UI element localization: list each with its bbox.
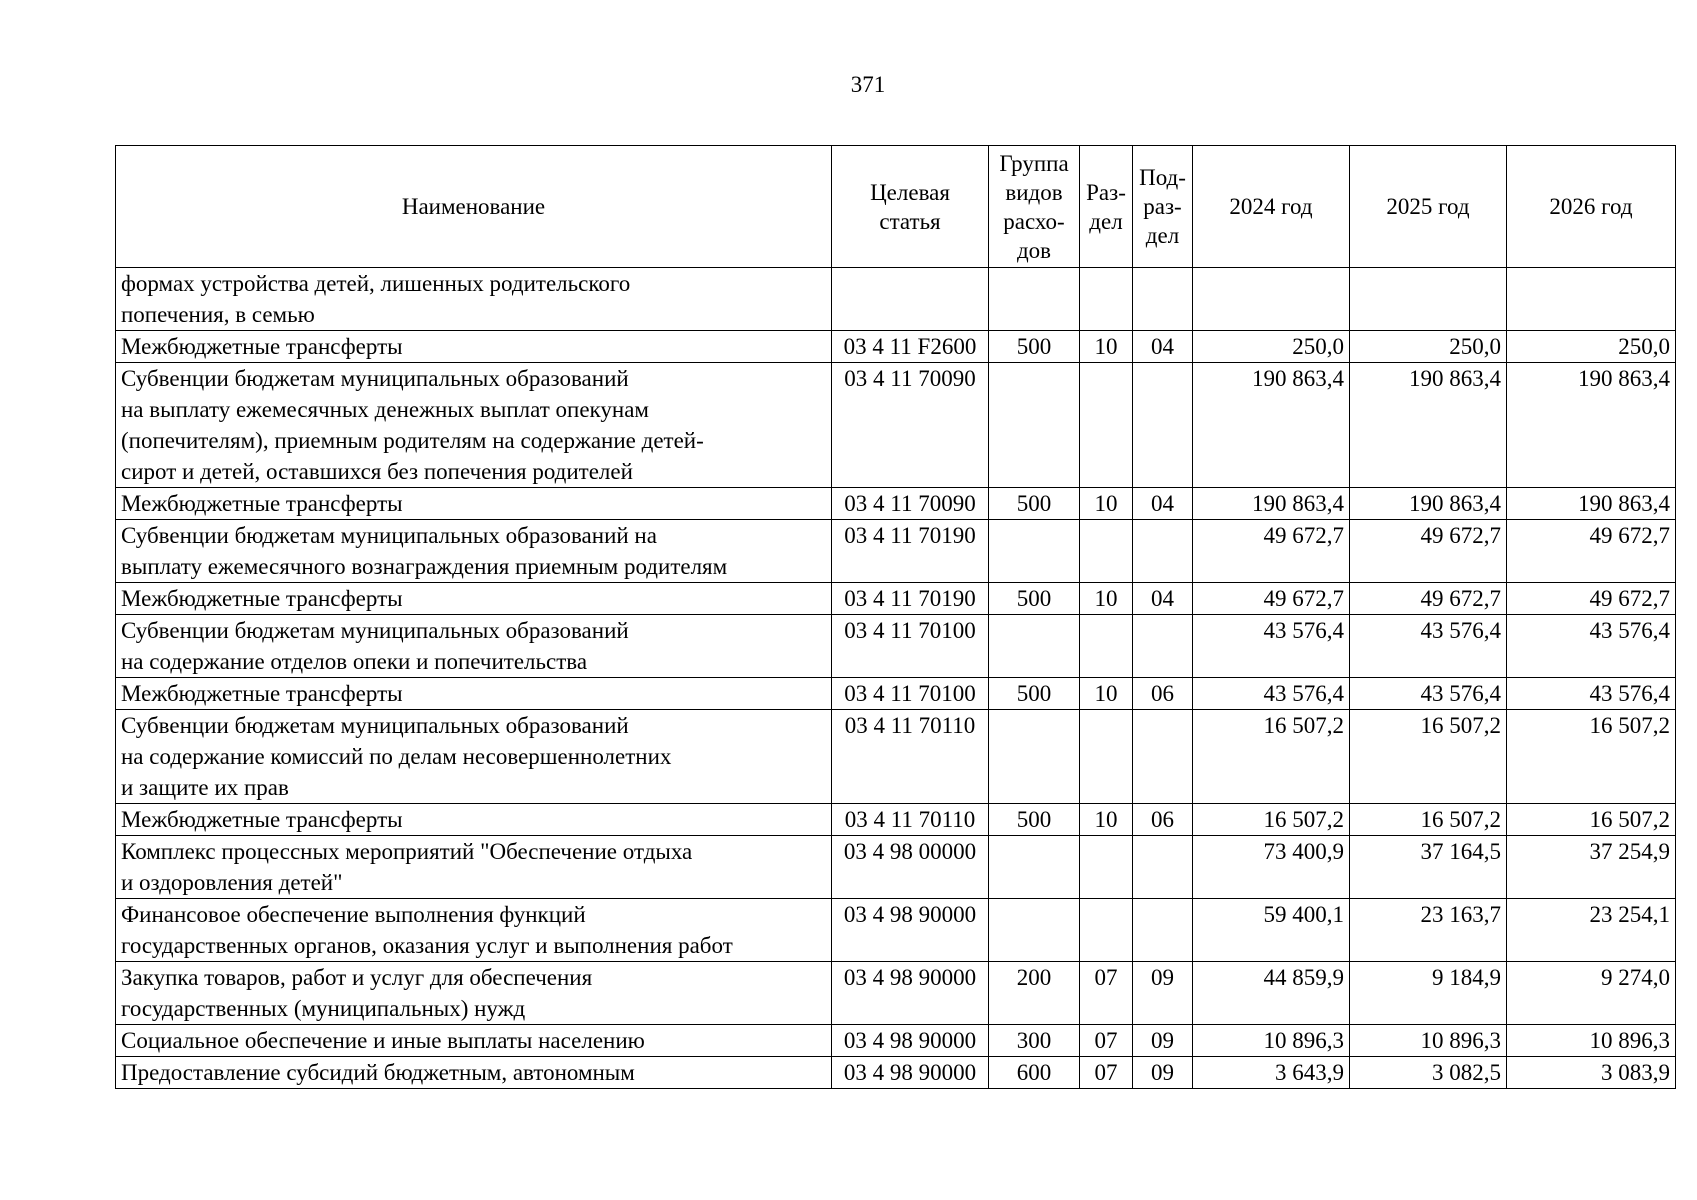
cell-subsection: 04 <box>1133 583 1193 615</box>
cell-expense-group <box>989 836 1080 899</box>
table-row <box>116 710 1676 804</box>
cell-name: Субвенции бюджетам муниципальных образований на содержание комиссий по делам несовершеннолетних и защите их прав <box>116 710 832 804</box>
cell-target-article: 03 4 98 90000 <box>832 962 989 1025</box>
header-year-2024: 2024 год <box>1193 146 1350 268</box>
cell-year-2024 <box>1193 268 1350 331</box>
cell-target-article: 03 4 11 70110 <box>832 710 989 804</box>
cell-expense-group <box>989 268 1080 331</box>
cell-subsection <box>1133 836 1193 899</box>
cell-target-article: 03 4 11 70190 <box>832 520 989 583</box>
table-row <box>116 1025 1676 1057</box>
cell-section <box>1080 710 1133 804</box>
cell-target-article: 03 4 98 90000 <box>832 899 989 962</box>
cell-section <box>1080 899 1133 962</box>
table-row <box>116 331 1676 363</box>
table-row <box>116 363 1676 488</box>
cell-expense-group: 500 <box>989 488 1080 520</box>
cell-subsection <box>1133 899 1193 962</box>
cell-year-2026: 190 863,4 <box>1507 488 1676 520</box>
cell-year-2025: 43 576,4 <box>1350 615 1507 678</box>
cell-target-article: 03 4 11 70100 <box>832 615 989 678</box>
cell-name: Субвенции бюджетам муниципальных образований на выплату ежемесячных денежных выплат опекунам (попечителям), приемным родителям на содержание детей- сирот и детей, оставшихся без попечения родителей <box>116 363 832 488</box>
cell-year-2025: 16 507,2 <box>1350 710 1507 804</box>
cell-name: Межбюджетные трансферты <box>116 583 832 615</box>
cell-expense-group <box>989 899 1080 962</box>
page-number: 371 <box>850 72 886 97</box>
cell-section: 07 <box>1080 1057 1133 1089</box>
table-row <box>116 488 1676 520</box>
cell-year-2025: 250,0 <box>1350 331 1507 363</box>
cell-expense-group <box>989 363 1080 488</box>
cell-subsection <box>1133 710 1193 804</box>
cell-subsection: 09 <box>1133 1025 1193 1057</box>
cell-section: 10 <box>1080 331 1133 363</box>
header-subsection: Под-раз-дел <box>1133 146 1193 268</box>
cell-year-2025: 190 863,4 <box>1350 488 1507 520</box>
cell-subsection: 06 <box>1133 804 1193 836</box>
cell-subsection: 06 <box>1133 678 1193 710</box>
cell-section: 10 <box>1080 488 1133 520</box>
cell-year-2024: 44 859,9 <box>1193 962 1350 1025</box>
cell-subsection: 04 <box>1133 488 1193 520</box>
cell-section <box>1080 615 1133 678</box>
cell-year-2026: 49 672,7 <box>1507 583 1676 615</box>
table-row <box>116 804 1676 836</box>
cell-year-2025: 9 184,9 <box>1350 962 1507 1025</box>
cell-section: 07 <box>1080 962 1133 1025</box>
header-name: Наименование <box>116 146 832 268</box>
header-section: Раз-дел <box>1080 146 1133 268</box>
cell-expense-group: 500 <box>989 804 1080 836</box>
cell-year-2024: 59 400,1 <box>1193 899 1350 962</box>
cell-name: Межбюджетные трансферты <box>116 678 832 710</box>
cell-section <box>1080 268 1133 331</box>
cell-section: 10 <box>1080 583 1133 615</box>
cell-year-2026: 9 274,0 <box>1507 962 1676 1025</box>
cell-year-2024: 49 672,7 <box>1193 583 1350 615</box>
cell-section: 07 <box>1080 1025 1133 1057</box>
cell-expense-group: 300 <box>989 1025 1080 1057</box>
cell-name: Субвенции бюджетам муниципальных образований на выплату ежемесячного вознаграждения приемным родителям <box>116 520 832 583</box>
cell-year-2025: 49 672,7 <box>1350 520 1507 583</box>
cell-subsection <box>1133 520 1193 583</box>
table-row <box>116 899 1676 962</box>
cell-year-2024: 190 863,4 <box>1193 363 1350 488</box>
table-row <box>116 520 1676 583</box>
cell-name: Предоставление субсидий бюджетным, автономным <box>116 1057 832 1089</box>
cell-year-2024: 73 400,9 <box>1193 836 1350 899</box>
cell-subsection: 09 <box>1133 1057 1193 1089</box>
cell-section <box>1080 836 1133 899</box>
cell-target-article: 03 4 98 90000 <box>832 1057 989 1089</box>
table-row <box>116 615 1676 678</box>
cell-subsection <box>1133 615 1193 678</box>
cell-target-article: 03 4 11 70090 <box>832 363 989 488</box>
cell-subsection: 09 <box>1133 962 1193 1025</box>
cell-name: Закупка товаров, работ и услуг для обеспечения государственных (муниципальных) нужд <box>116 962 832 1025</box>
cell-target-article: 03 4 98 00000 <box>832 836 989 899</box>
cell-target-article: 03 4 98 90000 <box>832 1025 989 1057</box>
cell-section <box>1080 363 1133 488</box>
cell-year-2026: 190 863,4 <box>1507 363 1676 488</box>
cell-year-2025: 37 164,5 <box>1350 836 1507 899</box>
cell-year-2025: 3 082,5 <box>1350 1057 1507 1089</box>
cell-name: Финансовое обеспечение выполнения функций государственных органов, оказания услуг и выполнения работ <box>116 899 832 962</box>
cell-name: Социальное обеспечение и иные выплаты населению <box>116 1025 832 1057</box>
cell-expense-group <box>989 615 1080 678</box>
header-target-article: Целевая статья <box>832 146 989 268</box>
cell-year-2026: 250,0 <box>1507 331 1676 363</box>
cell-year-2026: 43 576,4 <box>1507 615 1676 678</box>
cell-name: Комплекс процессных мероприятий "Обеспечение отдыха и оздоровления детей" <box>116 836 832 899</box>
cell-name: Субвенции бюджетам муниципальных образований на содержание отделов опеки и попечительства <box>116 615 832 678</box>
header-year-2025: 2025 год <box>1350 146 1507 268</box>
cell-year-2026 <box>1507 268 1676 331</box>
table-header-row <box>116 146 1676 268</box>
header-year-2026: 2026 год <box>1507 146 1676 268</box>
cell-year-2026: 3 083,9 <box>1507 1057 1676 1089</box>
cell-year-2025: 16 507,2 <box>1350 804 1507 836</box>
table-row <box>116 678 1676 710</box>
cell-name: Межбюджетные трансферты <box>116 804 832 836</box>
cell-target-article: 03 4 11 70190 <box>832 583 989 615</box>
table-row <box>116 268 1676 331</box>
table-row <box>116 1057 1676 1089</box>
cell-expense-group: 200 <box>989 962 1080 1025</box>
table-row <box>116 962 1676 1025</box>
cell-subsection <box>1133 268 1193 331</box>
table-row <box>116 583 1676 615</box>
cell-year-2024: 250,0 <box>1193 331 1350 363</box>
cell-year-2024: 10 896,3 <box>1193 1025 1350 1057</box>
cell-year-2026: 16 507,2 <box>1507 804 1676 836</box>
cell-expense-group: 600 <box>989 1057 1080 1089</box>
cell-year-2026: 16 507,2 <box>1507 710 1676 804</box>
cell-year-2025: 43 576,4 <box>1350 678 1507 710</box>
cell-year-2026: 10 896,3 <box>1507 1025 1676 1057</box>
cell-target-article: 03 4 11 70110 <box>832 804 989 836</box>
cell-expense-group: 500 <box>989 331 1080 363</box>
budget-table <box>115 145 1676 1089</box>
cell-expense-group <box>989 710 1080 804</box>
header-expense-group: Группа видов расхо-дов <box>989 146 1080 268</box>
cell-year-2024: 43 576,4 <box>1193 615 1350 678</box>
cell-expense-group <box>989 520 1080 583</box>
cell-name: формах устройства детей, лишенных родительского попечения, в семью <box>116 268 832 331</box>
cell-expense-group: 500 <box>989 583 1080 615</box>
cell-year-2025 <box>1350 268 1507 331</box>
cell-year-2025: 10 896,3 <box>1350 1025 1507 1057</box>
cell-year-2026: 37 254,9 <box>1507 836 1676 899</box>
cell-year-2024: 49 672,7 <box>1193 520 1350 583</box>
cell-section <box>1080 520 1133 583</box>
cell-section: 10 <box>1080 804 1133 836</box>
cell-target-article <box>832 268 989 331</box>
cell-expense-group: 500 <box>989 678 1080 710</box>
cell-year-2024: 43 576,4 <box>1193 678 1350 710</box>
cell-year-2026: 43 576,4 <box>1507 678 1676 710</box>
cell-target-article: 03 4 11 70090 <box>832 488 989 520</box>
cell-year-2026: 49 672,7 <box>1507 520 1676 583</box>
cell-name: Межбюджетные трансферты <box>116 488 832 520</box>
cell-target-article: 03 4 11 70100 <box>832 678 989 710</box>
cell-year-2025: 190 863,4 <box>1350 363 1507 488</box>
cell-subsection <box>1133 363 1193 488</box>
cell-section: 10 <box>1080 678 1133 710</box>
cell-year-2026: 23 254,1 <box>1507 899 1676 962</box>
cell-year-2024: 16 507,2 <box>1193 710 1350 804</box>
cell-target-article: 03 4 11 F2600 <box>832 331 989 363</box>
table-body <box>116 268 1676 1089</box>
cell-name: Межбюджетные трансферты <box>116 331 832 363</box>
cell-year-2024: 3 643,9 <box>1193 1057 1350 1089</box>
cell-year-2024: 16 507,2 <box>1193 804 1350 836</box>
table-row <box>116 836 1676 899</box>
cell-year-2024: 190 863,4 <box>1193 488 1350 520</box>
cell-year-2025: 23 163,7 <box>1350 899 1507 962</box>
cell-subsection: 04 <box>1133 331 1193 363</box>
cell-year-2025: 49 672,7 <box>1350 583 1507 615</box>
